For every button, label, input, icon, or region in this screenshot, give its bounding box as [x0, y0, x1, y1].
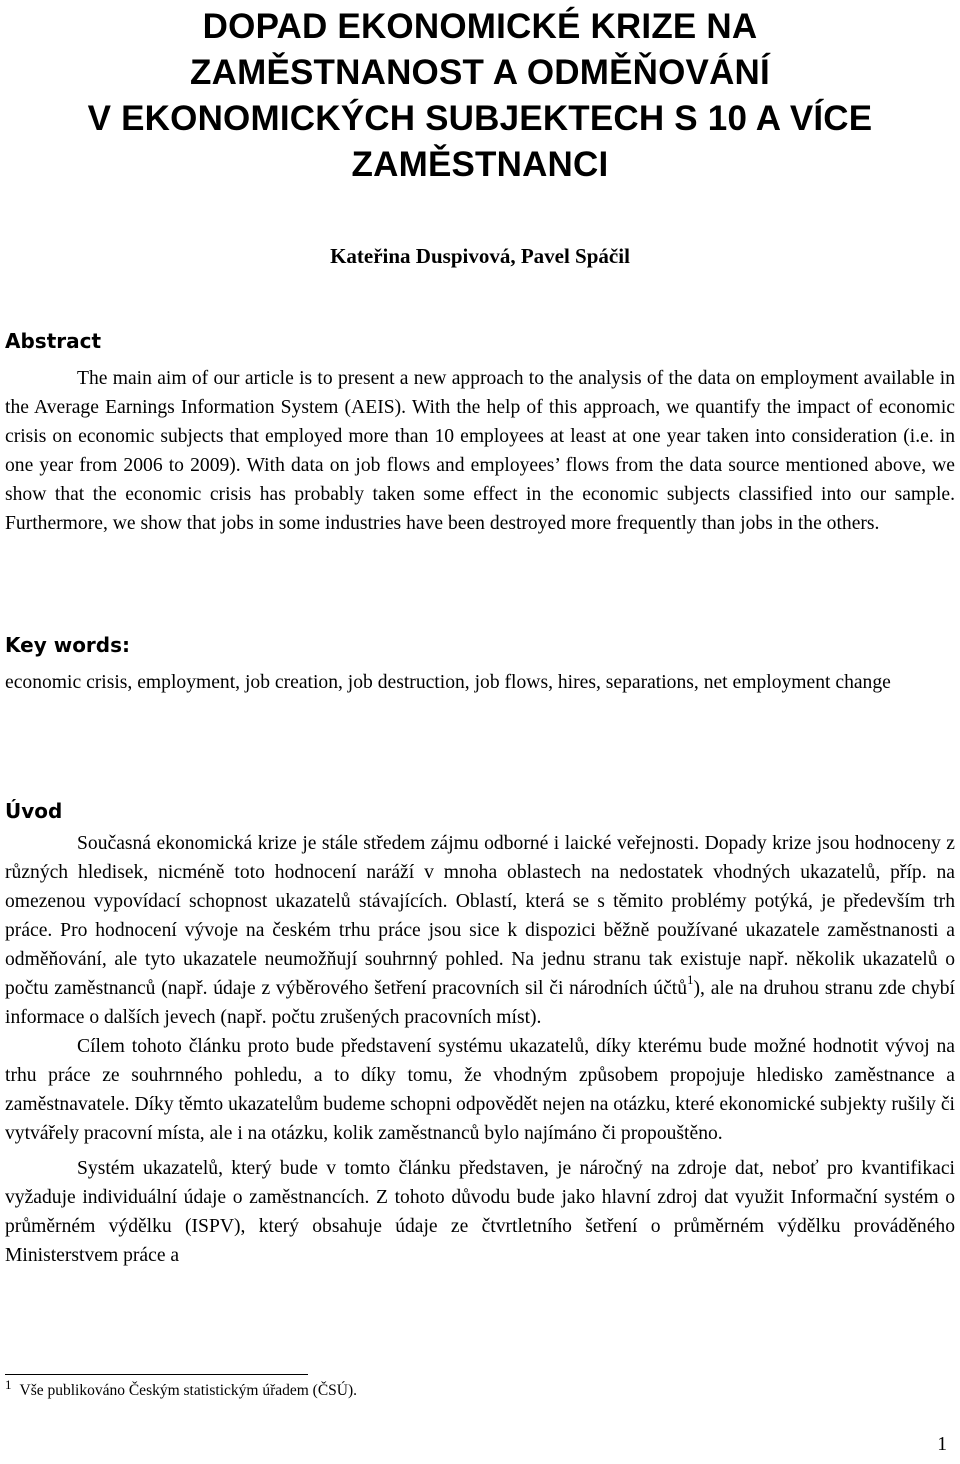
- uvod-paragraph-2: Cílem tohoto článku proto bude představení systému ukazatelů, díky kterému bude možné hodnotit vývoj na trhu práce ze souhrnného pohledu, a to díky tomu, že vhodným způsobem propojuje hledisko zaměstnance a zaměstnavatele. Díky těmto ukazatelům budeme schopni odpovědět nejen na otázku, které ekonomické subjekty rušily či vytvářely pracovní místa, ale i na otázku, kolik zaměstnanců bylo najímáno či propouštěno.: [5, 1036, 955, 1144]
- abstract-heading: Abstract: [5, 329, 102, 353]
- uvod-p1-text: Současná ekonomická krize je stále středem zájmu odborné i laické veřejnosti. Dopady krize jsou hodnoceny z různých hledisek, nicméně toto hodnocení naráží v mnoha oblastech na nedostatek vhodných ukazatelů, příp. na omezenou vypovídací schopnost ukazatelů stávajících. Oblastí, která se s těmito problémy potýká, je především trh práce. Pro hodnocení vývoje na českém trhu práce jsou sice k dispozici běžně používané ukazatele zaměstnanosti a odměňování, ale tyto ukazatele neumožňují souhrnný pohled. Na jednu stranu tak existuje např. několik ukazatelů o počtu zaměstnanců (např. údaje z výběrového šetření pracovních sil či národních účtů: [5, 833, 955, 999]
- title-line-4: ZAMĚSTNANCI: [351, 145, 609, 184]
- keywords-heading: Key words:: [5, 633, 131, 657]
- title-line-2: ZAMĚSTNANOST A ODMĚŇOVÁNÍ: [190, 53, 770, 92]
- uvod-heading: Úvod: [5, 799, 63, 823]
- footnote: [5, 1377, 358, 1400]
- paper-title: [5, 0, 955, 188]
- abstract-text: The main aim of our article is to present a new approach to the analysis of the data on employment available in the Average Earnings Information System (AEIS). With the help of this approach, we quantify the impact of economic crisis on economic subjects that employed more than 10 employees at least at one year taken into consideration (i.e. in one year from 2006 to 2009). With data on job flows and employees’ flows from the data source mentioned above, we show that the economic crisis has probably taken some effect in the economic subjects classified into our sample. Furthermore, we show that jobs in some industries have been destroyed more frequently than jobs in the others.: [5, 368, 955, 534]
- footnote-text: Vše publikováno Českým statistickým úřadem (ČSÚ).: [19, 1382, 358, 1399]
- footnote-reference: 1: [687, 972, 694, 988]
- footnote-number: 1: [5, 1377, 12, 1392]
- uvod-p1-text-cont: ), ale na druhou stranu zde chybí informace o dalších jevech (např. počtu zrušených pracovních míst).: [5, 978, 956, 1028]
- title-line-3: V EKONOMICKÝCH SUBJEKTECH S 10 A VÍCE: [87, 99, 873, 138]
- document-page: [5, 0, 956, 1455]
- uvod-body: [5, 829, 955, 1270]
- uvod-paragraph-1: [5, 829, 955, 1032]
- uvod-paragraph-3: Systém ukazatelů, který bude v tomto článku představen, je náročný na zdroje dat, neboť pro kvantifikaci vyžaduje individuální údaje o zaměstnancích. Z tohoto důvodu bude jako hlavní zdroj dat využit Informační systém o průměrném výdělku (ISPV), který obsahuje údaje ze čtvrtletního šetření o průměrném výdělku prováděného Ministerstvem práce a: [5, 1158, 955, 1266]
- footnote-divider: [5, 1374, 308, 1375]
- keywords-text: economic crisis, employment, job creation, job destruction, job flows, hires, separations, net employment change: [5, 672, 891, 693]
- title-line-1: DOPAD EKONOMICKÉ KRIZE NA: [202, 7, 758, 46]
- authors: Kateřina Duspivová, Pavel Spáčil: [330, 244, 630, 268]
- page-number: 1: [937, 1434, 947, 1455]
